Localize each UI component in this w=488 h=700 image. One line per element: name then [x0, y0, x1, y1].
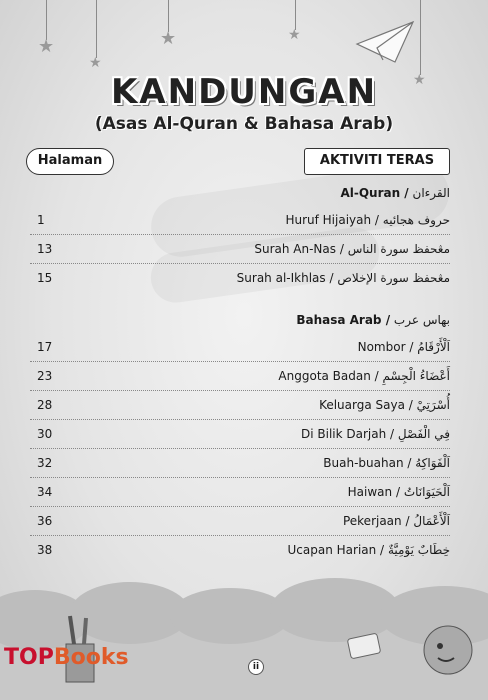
- character-illustration: [410, 612, 480, 682]
- toc-row[interactable]: [30, 543, 450, 563]
- dotted-divider: [30, 448, 450, 449]
- section-heading: [296, 313, 450, 327]
- page-number-badge: ii: [248, 659, 264, 675]
- entry-title: [319, 398, 450, 412]
- entry-title-latin: Di Bilik Darjah /: [300, 427, 395, 441]
- dotted-divider: [30, 390, 450, 391]
- watermark-top: TOP: [4, 645, 54, 670]
- toc-row[interactable]: [30, 271, 450, 291]
- entry-title: [348, 485, 450, 499]
- page-subtitle: (Asas Al-Quran & Bahasa Arab): [94, 114, 394, 134]
- page-number: 23: [37, 369, 53, 383]
- star-icon: ★: [89, 55, 102, 71]
- dotted-divider: [30, 535, 450, 536]
- entry-title-arabic: حروف هجائيه: [382, 213, 450, 227]
- entry-title-arabic: اَلْفَوَاكِهُ: [415, 456, 450, 470]
- page-number: 13: [37, 242, 53, 256]
- entry-title: [358, 340, 450, 354]
- star-string: [46, 0, 47, 40]
- page-number: 34: [37, 485, 53, 499]
- dotted-divider: [30, 477, 450, 478]
- entry-title: [285, 213, 450, 227]
- toc-row[interactable]: [30, 242, 450, 262]
- page-number: 30: [37, 427, 53, 441]
- section-heading-arabic: القرءان: [412, 186, 450, 200]
- entry-title-arabic: أُسْرَتِيْ: [416, 398, 450, 412]
- star-icon: ★: [38, 36, 55, 57]
- toc-row[interactable]: [30, 427, 450, 447]
- entry-title-arabic: أَعْضَاءُ الْجِسْمِ: [382, 369, 450, 383]
- star-icon: ★: [288, 27, 301, 43]
- entry-title: [343, 514, 450, 528]
- toc-row[interactable]: [30, 398, 450, 418]
- entry-title-latin: Surah An-Nas /: [254, 242, 344, 256]
- section-heading-latin: Al-Quran /: [340, 186, 409, 200]
- entry-title-latin: Anggota Badan /: [278, 369, 379, 383]
- section-heading-quran: [30, 186, 450, 206]
- page-number: 36: [37, 514, 53, 528]
- entry-title-arabic: اَلْأَرْقَامُ: [417, 340, 450, 354]
- entry-title-arabic: فِي الْفَصْلِ: [397, 427, 450, 441]
- entry-title: [278, 369, 450, 383]
- toc-row[interactable]: [30, 369, 450, 389]
- dotted-divider: [30, 419, 450, 420]
- entry-title-latin: Ucapan Harian /: [287, 543, 385, 557]
- dotted-divider: [30, 234, 450, 235]
- paper-plane-icon: [355, 18, 415, 66]
- entry-title-latin: Buah-buahan /: [323, 456, 412, 470]
- column-header-activity: AKTIVITI TERAS: [304, 148, 450, 175]
- page-title: KANDUNGAN: [110, 72, 378, 112]
- page-number: 17: [37, 340, 53, 354]
- eraser-icon: [345, 628, 385, 664]
- star-icon: ★: [413, 72, 426, 88]
- entry-title-latin: Keluarga Saya /: [319, 398, 413, 412]
- entry-title: [254, 242, 450, 256]
- star-string: [420, 0, 421, 75]
- dotted-divider: [30, 361, 450, 362]
- entry-title-arabic: مڠحفظ سورة الناس: [347, 242, 450, 256]
- entry-title-latin: Haiwan /: [347, 485, 400, 499]
- entry-title-latin: Pekerjaan /: [342, 514, 410, 528]
- page-number: 32: [37, 456, 53, 470]
- entry-title: [323, 456, 450, 470]
- entry-title-latin: Surah al-Ikhlas /: [236, 271, 334, 285]
- entry-title: [237, 271, 450, 285]
- entry-title: [301, 427, 450, 441]
- toc-row[interactable]: [30, 340, 450, 360]
- entry-title-arabic: اَلْحَيَوَانَاتُ: [403, 485, 450, 499]
- page-number: 38: [37, 543, 53, 557]
- page-number: 28: [37, 398, 53, 412]
- column-header-page: Halaman: [26, 148, 114, 175]
- toc-row[interactable]: [30, 514, 450, 534]
- watermark-books: Books: [53, 645, 129, 670]
- section-heading-arabic-language: [30, 313, 450, 333]
- toc-row[interactable]: [30, 485, 450, 505]
- section-heading-arabic: بهاس عرب: [393, 313, 450, 327]
- entry-title-arabic: اَلْأَعْمَالُ: [413, 514, 450, 528]
- entry-title-arabic: خِطَابٌ يَوْمِيَّةٌ: [387, 543, 450, 557]
- entry-title-arabic: مڠحفظ سورة الإخلاص: [337, 271, 450, 285]
- star-icon: ★: [160, 28, 177, 49]
- section-heading-latin: Bahasa Arab /: [296, 313, 391, 327]
- watermark-logo: [4, 645, 129, 670]
- page-number: 1: [37, 213, 45, 227]
- entry-title-latin: Huruf Hijaiyah /: [285, 213, 379, 227]
- star-string: [96, 0, 97, 58]
- page-number: 15: [37, 271, 53, 285]
- entry-title: [288, 543, 450, 557]
- toc-row[interactable]: [30, 213, 450, 233]
- dotted-divider: [30, 506, 450, 507]
- section-heading: [340, 186, 450, 200]
- dotted-divider: [30, 263, 450, 264]
- toc-row[interactable]: [30, 456, 450, 476]
- star-string: [295, 0, 296, 30]
- entry-title-latin: Nombor /: [357, 340, 414, 354]
